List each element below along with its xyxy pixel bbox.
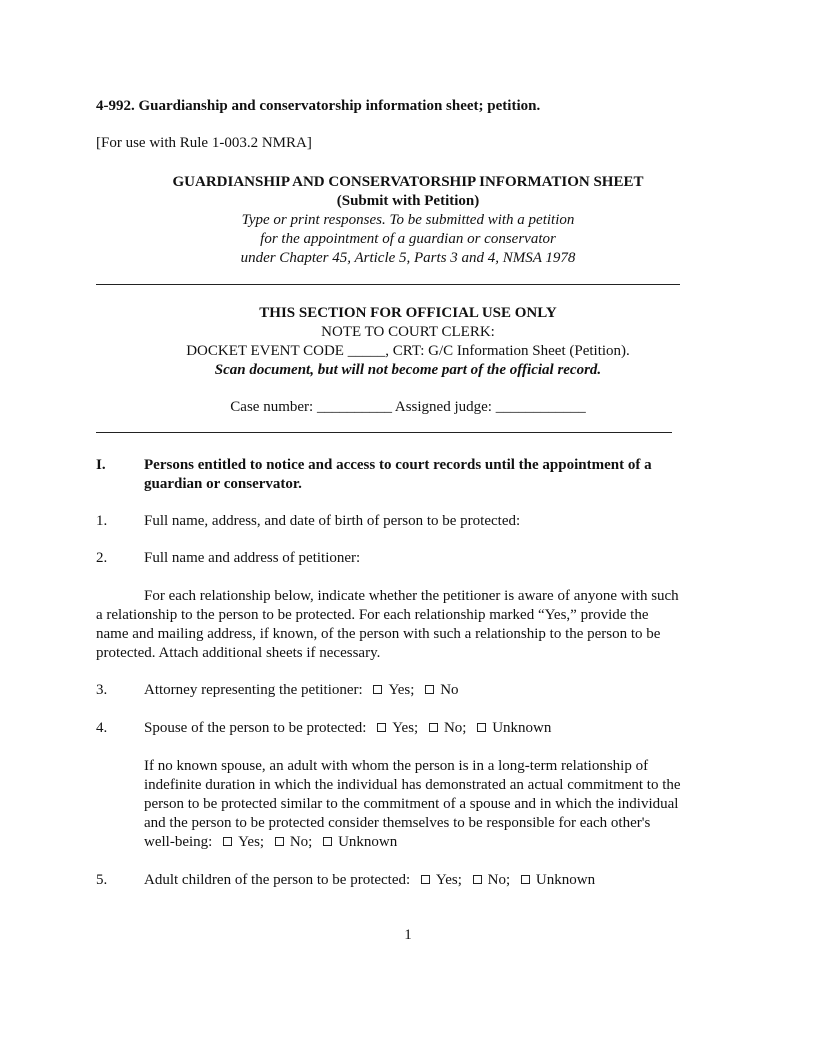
no-checkbox[interactable]: [429, 723, 438, 732]
docket-line: DOCKET EVENT CODE _____, CRT: G/C Information Sheet (Petition).: [186, 343, 630, 359]
unknown-label: Unknown: [492, 720, 552, 736]
instruction-line: for the appointment of a guardian or conservator: [260, 231, 556, 247]
yes-checkbox[interactable]: [373, 685, 382, 694]
item-number: 4.: [96, 720, 108, 736]
section-title: [144, 456, 652, 494]
section-title-line: guardian or conservator.: [144, 476, 302, 492]
divider: [96, 284, 680, 285]
sheet-header: [96, 173, 720, 268]
item-text: Adult children of the person to be protected:: [144, 872, 411, 888]
official-use-section: [96, 304, 720, 417]
item-number: 5.: [96, 872, 108, 888]
yes-label: Yes;: [392, 720, 419, 736]
no-label: No;: [487, 872, 511, 888]
item-number: 3.: [96, 682, 108, 698]
paragraph-line: If no known spouse, an adult with whom the person is in a long-term relationship of: [144, 758, 649, 774]
paragraph-line: a relationship to the person to be protected. For each relationship marked “Yes,” provide the: [96, 607, 649, 623]
yes-checkbox[interactable]: [223, 837, 232, 846]
no-checkbox[interactable]: [473, 875, 482, 884]
paragraph-line: name and mailing address, if known, of the person with such a relationship to the person to be: [96, 626, 661, 642]
paragraph-line: protected. Attach additional sheets if necessary.: [96, 645, 381, 661]
unknown-label: Unknown: [338, 834, 398, 850]
sheet-subtitle: (Submit with Petition): [336, 193, 480, 209]
paragraph-line: and the person to be protected consider themselves to be responsible for each other's: [144, 815, 651, 831]
unknown-checkbox[interactable]: [521, 875, 530, 884]
official-heading: THIS SECTION FOR OFFICIAL USE ONLY: [259, 305, 557, 321]
instruction-line: Type or print responses. To be submitted with a petition: [241, 212, 575, 228]
item-text: Attorney representing the petitioner:: [144, 682, 363, 698]
instruction-line: under Chapter 45, Article 5, Parts 3 and 4, NMSA 1978: [240, 250, 576, 266]
section-numeral: I.: [96, 457, 106, 473]
yes-label: Yes;: [435, 872, 462, 888]
paragraph-line: indefinite duration in which the individual has demonstrated an actual commitment to the: [144, 777, 681, 793]
item-text: Full name and address of petitioner:: [144, 550, 361, 566]
yes-label: Yes;: [388, 682, 415, 698]
paragraph-line: well-being:: [144, 834, 213, 850]
yes-checkbox[interactable]: [377, 723, 386, 732]
case-line: Case number: __________ Assigned judge: ____________: [230, 399, 586, 415]
usage-note: [For use with Rule 1-003.2 NMRA]: [96, 135, 312, 151]
yes-label: Yes;: [238, 834, 265, 850]
yes-checkbox[interactable]: [421, 875, 430, 884]
divider: [96, 432, 672, 433]
unknown-label: Unknown: [535, 872, 596, 888]
item-number: 2.: [96, 550, 108, 566]
sheet-title: GUARDIANSHIP AND CONSERVATORSHIP INFORMATION SHEET: [172, 174, 644, 190]
no-label: No;: [443, 720, 467, 736]
item-4-row: [144, 719, 551, 738]
no-label: No;: [289, 834, 313, 850]
spouse-options-line: [144, 833, 724, 852]
item-3-row: [144, 681, 459, 700]
scan-note: Scan document, but will not become part of the official record.: [214, 362, 602, 378]
relationship-paragraph: [96, 587, 736, 663]
note-label: NOTE TO COURT CLERK:: [321, 324, 495, 340]
item-text: Full name, address, and date of birth of person to be protected:: [144, 513, 521, 529]
paragraph-line: person to be protected similar to the commitment of a spouse and in which the individual: [144, 796, 679, 812]
item-number: 1.: [96, 513, 108, 529]
rule-heading: 4-992. Guardianship and conservatorship information sheet; petition.: [96, 98, 541, 114]
unknown-checkbox[interactable]: [477, 723, 486, 732]
unknown-checkbox[interactable]: [323, 837, 332, 846]
spouse-paragraph: [144, 757, 724, 852]
no-checkbox[interactable]: [275, 837, 284, 846]
page-number: 1: [404, 927, 412, 943]
item-5-row: [144, 871, 595, 890]
section-title-line: Persons entitled to notice and access to court records until the appointment of a: [144, 457, 652, 473]
no-checkbox[interactable]: [425, 685, 434, 694]
item-text: Spouse of the person to be protected:: [144, 720, 367, 736]
no-label: No: [440, 682, 459, 698]
paragraph-line: For each relationship below, indicate whether the petitioner is aware of anyone with such: [144, 588, 679, 604]
